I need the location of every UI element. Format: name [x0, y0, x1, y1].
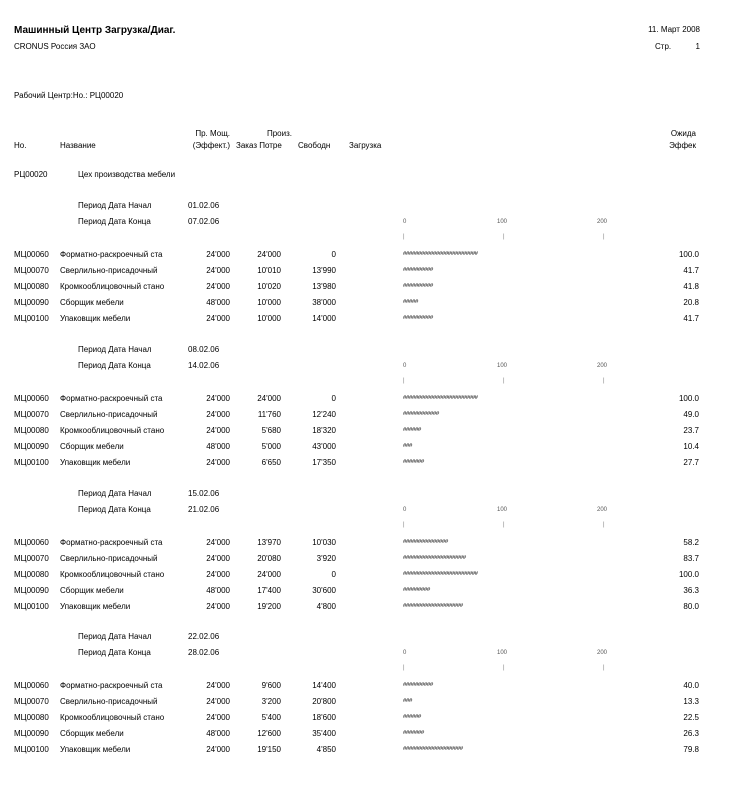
machine-center-name: Кромкооблицовочный стано: [60, 426, 165, 435]
period-start-label: Период Дата Начал: [78, 632, 152, 641]
free-capacity-value: 0: [331, 250, 336, 259]
period-end-date: 28.02.06: [188, 648, 220, 657]
machine-center-no: МЦ00090: [14, 586, 49, 595]
scale-label: 200: [597, 219, 608, 225]
load-bar: ###: [403, 698, 412, 704]
load-bar: #########: [403, 587, 430, 593]
machine-center-no: МЦ00100: [14, 602, 49, 611]
capacity-value: 48'000: [206, 442, 230, 451]
free-capacity-value: 4'800: [316, 602, 336, 611]
scale-tick: |: [603, 522, 605, 528]
period-start-label: Период Дата Начал: [78, 201, 152, 210]
machine-center-name: Кромкооблицовочный стано: [60, 282, 165, 291]
period-start-date: 01.02.06: [188, 201, 220, 210]
load-percent: 83.7: [683, 554, 699, 563]
capacity-value: 24'000: [206, 250, 230, 259]
period-start-label: Период Дата Начал: [78, 489, 152, 498]
prod-order-value: 24'000: [257, 250, 281, 259]
free-capacity-value: 43'000: [312, 442, 336, 451]
load-percent: 40.0: [683, 681, 699, 690]
capacity-value: 48'000: [206, 298, 230, 307]
machine-center-name: Сборщик мебели: [60, 298, 124, 307]
machine-center-no: МЦ00100: [14, 458, 49, 467]
report-date: 11. Март 2008: [648, 25, 700, 34]
period-start-date: 22.02.06: [188, 632, 220, 641]
scale-label: 0: [403, 507, 407, 513]
machine-center-name: Сверлильно-присадочный: [60, 266, 158, 275]
free-capacity-value: 18'600: [312, 713, 336, 722]
scale-tick: |: [403, 234, 405, 240]
capacity-value: 48'000: [206, 586, 230, 595]
machine-center-name: Сборщик мебели: [60, 442, 124, 451]
scale-tick: |: [503, 522, 505, 528]
load-bar: ##########: [403, 283, 433, 289]
load-bar: ######: [403, 427, 421, 433]
scale-label: 200: [597, 507, 608, 513]
scale-label: 0: [403, 363, 407, 369]
period-end-label: Период Дата Конца: [78, 648, 151, 657]
capacity-value: 24'000: [206, 570, 230, 579]
period-end-label: Период Дата Конца: [78, 361, 151, 370]
page-number: 1: [695, 42, 700, 51]
free-capacity-value: 12'240: [312, 410, 336, 419]
machine-center-no: МЦ00090: [14, 729, 49, 738]
work-center-name: Цех производства мебели: [78, 170, 176, 179]
machine-center-name: Кромкооблицовочный стано: [60, 570, 165, 579]
period-end-date: 21.02.06: [188, 505, 220, 514]
period-start-label: Период Дата Начал: [78, 345, 152, 354]
load-percent: 23.7: [683, 426, 699, 435]
period-start-date: 08.02.06: [188, 345, 220, 354]
load-bar: #######: [403, 730, 424, 736]
scale-tick: |: [503, 234, 505, 240]
free-capacity-value: 13'980: [312, 282, 336, 291]
col-capacity-line1: Пр. Мощ.: [195, 129, 230, 138]
load-bar: #####: [403, 299, 418, 305]
capacity-value: 48'000: [206, 729, 230, 738]
machine-center-no: МЦ00090: [14, 442, 49, 451]
scale-tick: |: [403, 665, 405, 671]
machine-center-no: МЦ00060: [14, 538, 49, 547]
load-bar: ###############: [403, 539, 448, 545]
capacity-value: 24'000: [206, 282, 230, 291]
scale-label: 100: [497, 650, 508, 656]
prod-order-value: 19'200: [257, 602, 281, 611]
capacity-value: 24'000: [206, 554, 230, 563]
col-expected-line2: Эффек: [669, 141, 696, 150]
capacity-value: 24'000: [206, 538, 230, 547]
machine-center-no: МЦ00070: [14, 410, 49, 419]
load-percent: 22.5: [683, 713, 699, 722]
col-prod-line2: Заказ Потре: [236, 141, 282, 150]
scale-label: 200: [597, 650, 608, 656]
prod-order-value: 11'760: [257, 410, 281, 419]
scale-label: 100: [497, 507, 508, 513]
capacity-value: 24'000: [206, 697, 230, 706]
machine-center-no: МЦ00080: [14, 713, 49, 722]
prod-order-value: 13'970: [257, 538, 281, 547]
load-percent: 10.4: [683, 442, 699, 451]
free-capacity-value: 14'000: [312, 314, 336, 323]
period-end-date: 07.02.06: [188, 217, 220, 226]
machine-center-name: Упаковщик мебели: [60, 458, 131, 467]
free-capacity-value: 0: [331, 570, 336, 579]
load-bar: #########################: [403, 395, 478, 401]
prod-order-value: 3'200: [261, 697, 281, 706]
load-percent: 41.8: [683, 282, 699, 291]
machine-center-name: Сверлильно-присадочный: [60, 697, 158, 706]
work-center-no: РЦ00020: [14, 170, 48, 179]
prod-order-value: 12'600: [257, 729, 281, 738]
load-bar: #######: [403, 459, 424, 465]
machine-center-no: МЦ00060: [14, 681, 49, 690]
prod-order-value: 5'000: [261, 442, 281, 451]
free-capacity-value: 38'000: [312, 298, 336, 307]
col-no: Но.: [14, 141, 27, 150]
machine-center-name: Кромкооблицовочный стано: [60, 713, 165, 722]
machine-center-name: Упаковщик мебели: [60, 314, 131, 323]
capacity-value: 24'000: [206, 266, 230, 275]
machine-center-name: Сборщик мебели: [60, 729, 124, 738]
scale-tick: |: [403, 522, 405, 528]
machine-center-no: МЦ00060: [14, 250, 49, 259]
machine-center-no: МЦ00070: [14, 697, 49, 706]
load-percent: 58.2: [683, 538, 699, 547]
free-capacity-value: 18'320: [312, 426, 336, 435]
prod-order-value: 5'680: [261, 426, 281, 435]
scale-tick: |: [603, 378, 605, 384]
free-capacity-value: 30'600: [312, 586, 336, 595]
capacity-value: 24'000: [206, 602, 230, 611]
prod-order-value: 6'650: [261, 458, 281, 467]
machine-center-no: МЦ00070: [14, 266, 49, 275]
load-bar: ####################: [403, 746, 463, 752]
prod-order-value: 17'400: [257, 586, 281, 595]
load-bar: ##########: [403, 267, 433, 273]
machine-center-no: МЦ00100: [14, 745, 49, 754]
load-percent: 80.0: [683, 602, 699, 611]
capacity-value: 24'000: [206, 458, 230, 467]
load-percent: 20.8: [683, 298, 699, 307]
prod-order-value: 9'600: [261, 681, 281, 690]
load-percent: 41.7: [683, 314, 699, 323]
prod-order-value: 24'000: [257, 570, 281, 579]
free-capacity-value: 4'850: [316, 745, 336, 754]
machine-center-name: Форматно-раскроечный ста: [60, 538, 163, 547]
capacity-value: 24'000: [206, 314, 230, 323]
machine-center-no: МЦ00080: [14, 570, 49, 579]
capacity-value: 24'000: [206, 394, 230, 403]
machine-center-name: Форматно-раскроечный ста: [60, 681, 163, 690]
col-load: Загрузка: [349, 141, 382, 150]
work-center-filter: Рабочий Центр:Но.: РЦ00020: [14, 91, 124, 100]
scale-tick: |: [503, 378, 505, 384]
scale-label: 100: [497, 219, 508, 225]
free-capacity-value: 20'800: [312, 697, 336, 706]
load-percent: 100.0: [678, 250, 699, 259]
free-capacity-value: 3'920: [316, 554, 336, 563]
machine-center-name: Форматно-раскроечный ста: [60, 394, 163, 403]
load-bar: ######: [403, 714, 421, 720]
prod-order-value: 10'010: [257, 266, 281, 275]
scale-label: 0: [403, 650, 407, 656]
load-percent: 13.3: [683, 697, 699, 706]
prod-order-value: 24'000: [257, 394, 281, 403]
free-capacity-value: 14'400: [312, 681, 336, 690]
col-expected-line1: Ожида: [670, 129, 696, 138]
machine-center-no: МЦ00090: [14, 298, 49, 307]
scale-label: 0: [403, 219, 407, 225]
free-capacity-value: 0: [331, 394, 336, 403]
scale-tick: |: [603, 665, 605, 671]
prod-order-value: 10'000: [257, 314, 281, 323]
col-name: Название: [60, 141, 96, 150]
machine-center-name: Упаковщик мебели: [60, 745, 131, 754]
capacity-value: 24'000: [206, 426, 230, 435]
prod-order-value: 20'080: [257, 554, 281, 563]
capacity-value: 24'000: [206, 410, 230, 419]
free-capacity-value: 35'400: [312, 729, 336, 738]
load-bar: #########################: [403, 251, 478, 257]
col-capacity-line2: (Эффект.): [192, 141, 230, 150]
machine-center-name: Форматно-раскроечный ста: [60, 250, 163, 259]
load-percent: 36.3: [683, 586, 699, 595]
machine-center-name: Сверлильно-присадочный: [60, 410, 158, 419]
company-name: CRONUS Россия ЗАО: [14, 42, 96, 51]
capacity-value: 24'000: [206, 745, 230, 754]
col-free: Свободн: [298, 141, 331, 150]
machine-center-no: МЦ00070: [14, 554, 49, 563]
free-capacity-value: 10'030: [312, 538, 336, 547]
period-end-label: Период Дата Конца: [78, 217, 151, 226]
free-capacity-value: 13'990: [312, 266, 336, 275]
load-bar: ##########: [403, 682, 433, 688]
machine-center-no: МЦ00100: [14, 314, 49, 323]
load-bar: #####################: [403, 555, 466, 561]
machine-center-no: МЦ00080: [14, 282, 49, 291]
prod-order-value: 10'000: [257, 298, 281, 307]
load-bar: ###: [403, 443, 412, 449]
load-bar: ####################: [403, 603, 463, 609]
load-percent: 100.0: [678, 394, 699, 403]
period-end-date: 14.02.06: [188, 361, 220, 370]
load-bar: ############: [403, 411, 439, 417]
machine-center-name: Сборщик мебели: [60, 586, 124, 595]
free-capacity-value: 17'350: [312, 458, 336, 467]
scale-tick: |: [403, 378, 405, 384]
scale-tick: |: [503, 665, 505, 671]
period-end-label: Период Дата Конца: [78, 505, 151, 514]
load-bar: ##########: [403, 315, 433, 321]
scale-tick: |: [603, 234, 605, 240]
capacity-value: 24'000: [206, 681, 230, 690]
prod-order-value: 5'400: [261, 713, 281, 722]
scale-label: 200: [597, 363, 608, 369]
report-title: Машинный Центр Загрузка/Диаг.: [14, 25, 176, 36]
machine-center-name: Упаковщик мебели: [60, 602, 131, 611]
load-percent: 49.0: [683, 410, 699, 419]
capacity-value: 24'000: [206, 713, 230, 722]
load-percent: 41.7: [683, 266, 699, 275]
load-percent: 100.0: [678, 570, 699, 579]
load-bar: #########################: [403, 571, 478, 577]
machine-center-no: МЦ00080: [14, 426, 49, 435]
machine-center-name: Сверлильно-присадочный: [60, 554, 158, 563]
period-start-date: 15.02.06: [188, 489, 220, 498]
scale-label: 100: [497, 363, 508, 369]
load-percent: 79.8: [683, 745, 699, 754]
page-label: Стр.: [655, 42, 672, 51]
prod-order-value: 19'150: [257, 745, 281, 754]
machine-center-no: МЦ00060: [14, 394, 49, 403]
col-prod-line1: Произ.: [266, 129, 292, 138]
load-percent: 26.3: [683, 729, 699, 738]
load-percent: 27.7: [683, 458, 699, 467]
prod-order-value: 10'020: [257, 282, 281, 291]
